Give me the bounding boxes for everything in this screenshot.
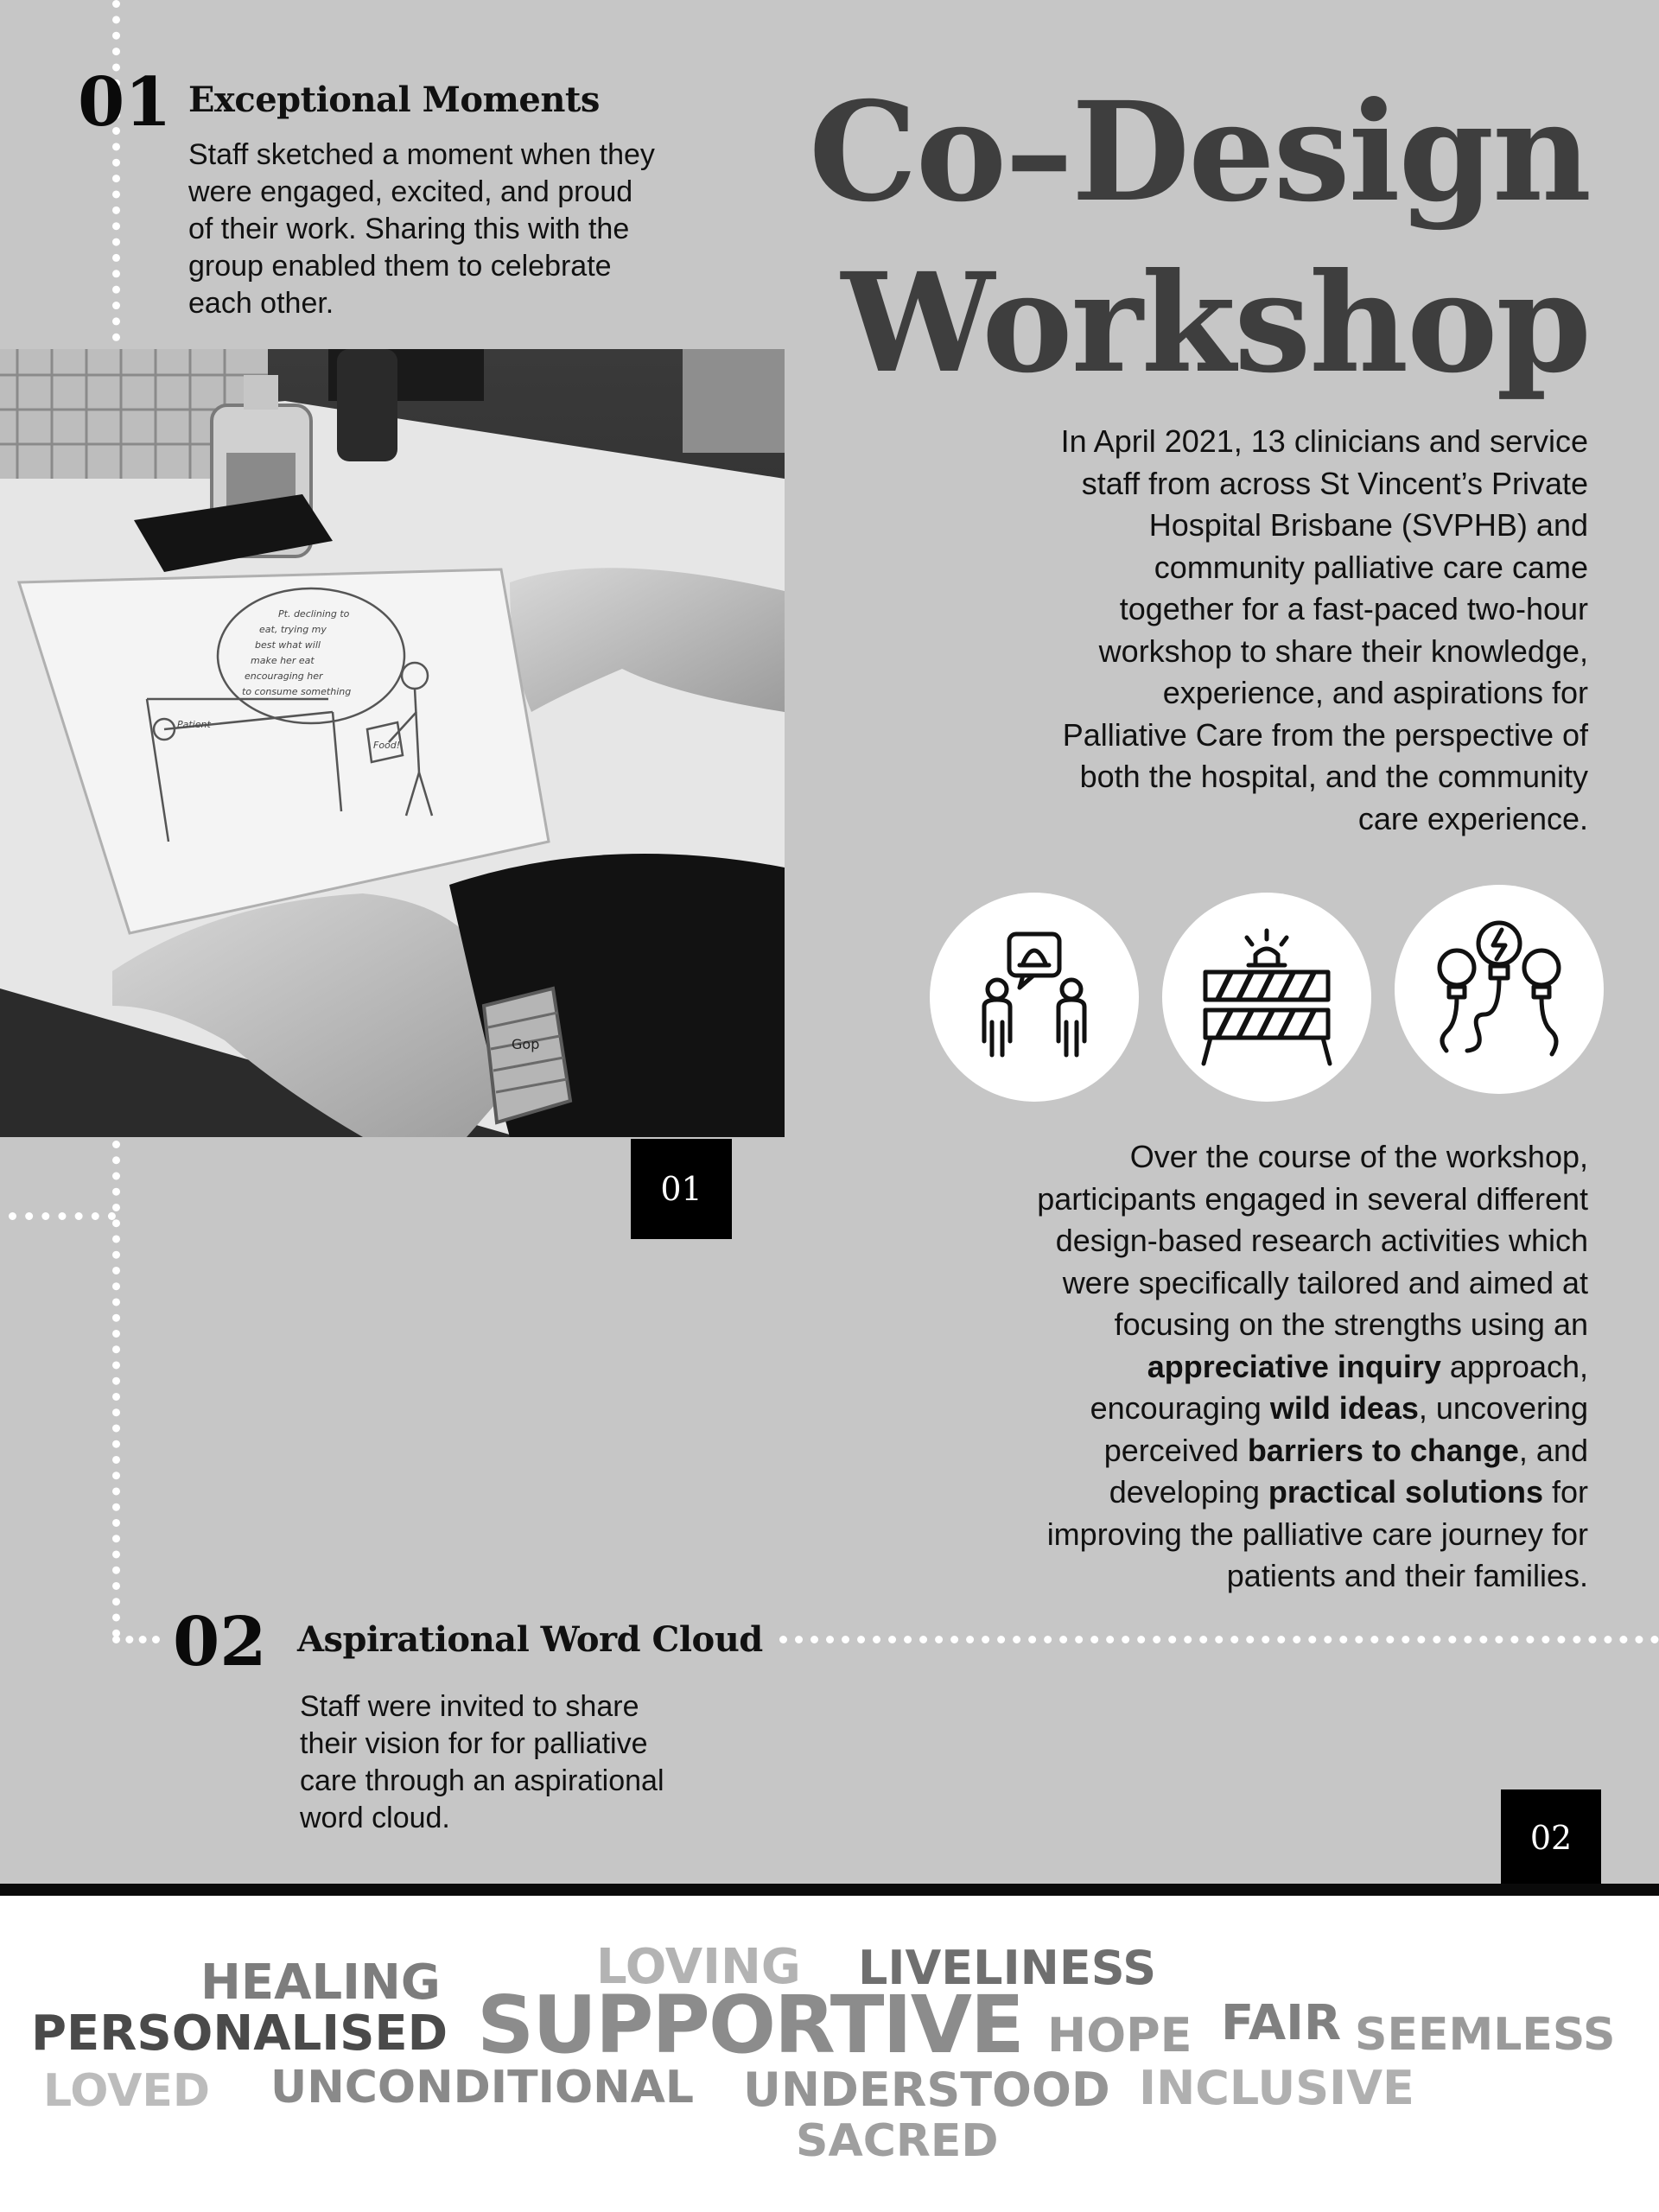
section-title-aspirational-word-cloud: Aspirational Word Cloud: [297, 1619, 763, 1660]
page-title: Co–Design Workshop: [808, 73, 1590, 404]
word-personalised: PERSONALISED: [31, 2005, 448, 2062]
word-loved: LOVED: [43, 2065, 211, 2117]
watch-brand-label: Gop: [512, 1036, 540, 1052]
sketch-bubble-line-6: to consume something: [242, 686, 352, 697]
word-loving: LOVING: [596, 1939, 801, 1995]
intro-paragraph: In April 2021, 13 clinicians and service staff from across St Vincent’s Private Hospital Brisbane (SVPHB) and community palliative care came together for a fast-paced two-hour workshop to share their knowledge, experience, and aspirations for Palliative Care from the perspective of both the hospital, and the community care experience.: [1060, 423, 1588, 836]
sketch-patient-label: Patient: [177, 719, 211, 730]
word-supportive: SUPPORTIVE: [477, 1979, 1023, 2071]
activities-paragraph: Over the course of the workshop, participants engaged in several different design-based research activities which were specifically tailored and aimed at focusing on the strengths using an appreciative inquiry approach, encouraging wild ideas, uncovering perceived barriers to change, and developing practical solutions for improving the palliative care journey for patients and their families.: [1037, 1139, 1588, 1593]
conversation-icon: [930, 893, 1139, 1102]
section-number-01: 01: [78, 63, 172, 142]
word-seemless: SEEMLESS: [1355, 2009, 1616, 2061]
barrier-icon: [1162, 893, 1371, 1102]
sketch-bubble-line-4: make her eat: [251, 655, 315, 666]
sketch-sign-label: Food!: [373, 740, 401, 751]
connector-line-left-stub: [9, 1212, 116, 1220]
word-inclusive: INCLUSIVE: [1139, 2061, 1414, 2115]
section-number-02: 02: [173, 1603, 267, 1681]
lightbulbs-icon: [1395, 885, 1604, 1094]
sketch-bubble-line-1: Pt. declining to: [278, 608, 350, 620]
section-description-word-cloud: Staff were invited to share their vision for for palliative care through an aspirational word cloud.: [300, 1690, 664, 1834]
connector-line-bottom-right: [779, 1636, 1659, 1643]
word-sacred: SACRED: [796, 2115, 999, 2167]
word-healing: HEALING: [200, 1955, 441, 2011]
connector-line-top: [112, 0, 120, 341]
section-description-exceptional-moments: Staff sketched a moment when they were engaged, excited, and proud of their work. Sharing this with the group enabled them to celebrate each other.: [188, 138, 655, 320]
sketch-bubble-line-3: best what will: [255, 639, 321, 651]
word-understood: UNDERSTOOD: [743, 2063, 1110, 2117]
photo-badge-01: 01: [631, 1139, 732, 1239]
word-hope: HOPE: [1047, 2008, 1192, 2063]
word-unconditional: UNCONDITIONAL: [270, 2062, 695, 2113]
section-divider: [0, 1884, 1659, 1896]
workshop-photo: [0, 349, 785, 1137]
connector-line-bottom-left: [112, 1636, 160, 1643]
word-liveliness: LIVELINESS: [858, 1941, 1157, 1995]
section-title-exceptional-moments: Exceptional Moments: [188, 79, 600, 120]
sketch-bubble-line-2: eat, trying my: [259, 624, 327, 635]
sketch-bubble-line-5: encouraging her: [245, 671, 323, 682]
word-fair: FAIR: [1221, 1995, 1342, 2051]
cloud-badge-02: 02: [1501, 1789, 1601, 1886]
word-cloud: [0, 1896, 1659, 2212]
